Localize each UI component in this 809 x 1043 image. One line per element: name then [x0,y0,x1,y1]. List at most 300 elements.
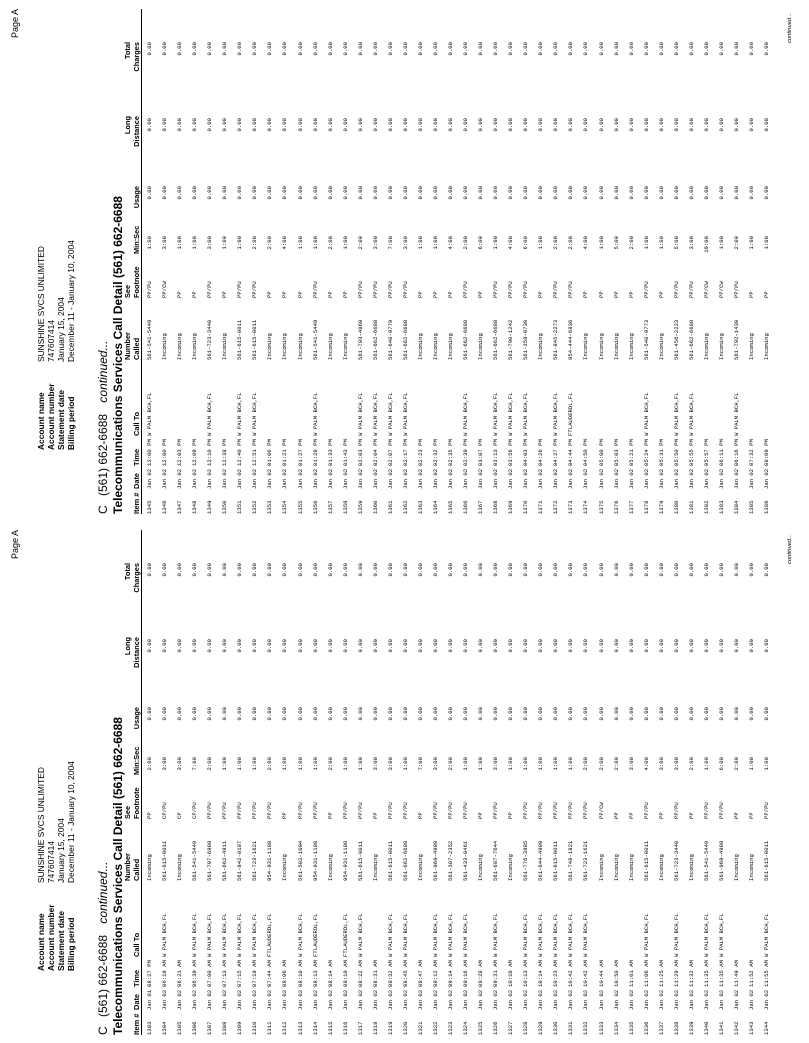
cell-time: 05:50 PM [672,439,680,466]
cell-see-footnote: PP/PU [447,802,454,819]
statement-page-left [0,522,809,1043]
cell-number-called: 561-433-0461 [462,840,470,881]
table-row [297,530,305,1035]
cell-total-charges: 0.00 [717,42,725,56]
cell-long-distance: 0.00 [296,639,304,653]
cell-long-distance: 0.00 [672,118,680,132]
cell-number-called: 561-615-0011 [251,319,259,360]
cell-item: 1350 [221,500,229,514]
cell-long-distance: 0.00 [537,118,545,132]
cell-long-distance: 0.00 [627,118,635,132]
table-row [372,9,380,514]
cell-number-called: Incoming [161,333,169,360]
cell-item: 1351 [236,500,244,514]
cell-min-sec: 1:00 [492,236,500,250]
cell-min-sec: 2:00 [206,757,214,771]
cell-date: Jan 02 [356,468,364,489]
cell-item: 1359 [356,500,364,514]
cell-date: Jan 02 [657,468,665,489]
cell-call-to: W PALM BCH,FL [251,392,259,436]
cell-see-footnote: PP/CW [717,281,725,298]
cell-item: 1376 [612,500,620,514]
table-row [643,530,651,1035]
cell-usage: 0.00 [326,186,334,200]
cell-call-to: W PALM BCH,FL [582,913,590,957]
col-item: Item # [132,492,141,514]
cell-time: 11:32 AM [687,960,695,987]
cell-time: 12:03 PM [176,439,184,466]
cell-call-to: W PALM BCH,FL [401,913,409,957]
cell-call-to: W PALM BCH,FL [161,913,169,957]
cell-min-sec: 2:00 [687,757,695,771]
cell-time: 12:40 PM [236,439,244,466]
cell-number-called: 561-707-6989 [206,840,214,881]
cell-min-sec: 1:00 [597,236,605,250]
cell-time: 12:51 PM [251,439,259,466]
cell-see-footnote: PP/PU [356,281,364,298]
cell-see-footnote: PP [221,291,229,298]
cell-number-called: 561-723-3440 [206,319,214,360]
cell-see-footnote: PP/CW [702,281,710,298]
cell-item: 1328 [522,1021,530,1035]
table-row [281,530,289,1035]
table-row [748,530,756,1035]
cell-see-footnote: PP/PU [507,281,515,298]
cell-time: 11:01 AM [627,960,635,987]
cell-usage: 0.00 [537,707,545,721]
cell-time: 05:55 PM [687,439,695,466]
cell-date: Jan 02 [326,989,334,1010]
cell-long-distance: 0.00 [567,639,575,653]
table-row [372,530,380,1035]
cell-call-to: W PALM BCH,FL [371,392,379,436]
cell-min-sec: 1:00 [763,236,771,250]
cell-total-charges: 0.00 [462,563,470,577]
cell-usage: 0.00 [522,186,530,200]
cell-see-footnote: PP/CW [597,802,605,819]
cell-usage: 0.00 [206,186,214,200]
cell-total-charges: 0.00 [296,563,304,577]
cell-date: Jan 02 [311,468,319,489]
cell-call-to: W PALM BCH,FL [221,913,229,957]
cell-long-distance: 0.00 [552,639,560,653]
cell-see-footnote: PP [296,291,304,298]
cell-min-sec: 1:00 [567,757,575,771]
cell-call-to: W PALM BCH,FL [311,392,319,436]
cell-total-charges: 0.00 [206,42,214,56]
cell-min-sec: 1:00 [251,757,259,771]
cell-usage: 0.00 [687,186,695,200]
cell-date: Jan 02 [597,468,605,489]
cell-time: 10:13 AM [522,960,530,987]
cell-item: 1372 [552,500,560,514]
cell-total-charges: 0.00 [702,563,710,577]
cell-usage: 0.00 [401,186,409,200]
cell-time: 06:11 PM [717,439,725,466]
cell-date: Jan 02 [582,468,590,489]
cell-number-called: Incoming [597,333,605,360]
cell-total-charges: 0.00 [672,563,680,577]
cell-long-distance: 0.00 [627,639,635,653]
cell-call-to: W PALM BCH,FL [386,392,394,436]
cell-time: 02:07 PM [386,439,394,466]
cell-number-called: 561-615-0011 [386,840,394,881]
cell-number-called: 561-662-6688 [462,319,470,360]
col-see-footnote: See Footnote [123,787,141,819]
cell-usage: 0.00 [627,186,635,200]
cell-total-charges: 0.00 [687,563,695,577]
table-row [206,9,214,514]
cell-call-to: W PALM BCH,FL [492,913,500,957]
cell-min-sec: 1:00 [296,757,304,771]
cell-long-distance: 0.00 [567,118,575,132]
cell-item: 1313 [296,1021,304,1035]
cell-item: 1321 [416,1021,424,1035]
cell-date: Jan 02 [552,989,560,1010]
cell-usage: 0.00 [356,707,364,721]
cell-usage: 0.00 [702,707,710,721]
cell-time: 08:22 AM [356,960,364,987]
cell-item: 1303 [146,1021,153,1035]
cell-usage: 0.00 [221,186,229,200]
cell-usage: 0.00 [657,707,665,721]
cell-date: Jan 02 [462,468,470,489]
cell-usage: 0.00 [146,186,153,200]
cell-usage: 0.00 [732,707,740,721]
cell-min-sec: 3:00 [401,236,409,250]
cell-item: 1340 [702,1021,710,1035]
cell-item: 1330 [552,1021,560,1035]
cell-long-distance: 0.00 [191,639,199,653]
cell-number-called: 561-615-0011 [763,840,771,881]
cell-see-footnote: PP/PU [206,281,214,298]
table-row [146,530,154,1035]
cell-number-called: Incoming [477,854,485,881]
cell-see-footnote: PP [281,812,289,819]
cell-date: Jan 02 [477,989,485,1010]
cell-see-footnote: PP [416,291,424,298]
cell-number-called: 561-662-6688 [492,319,500,360]
cell-long-distance: 0.00 [763,639,771,653]
col-min-sec: Min:Sec [132,746,141,775]
cell-total-charges: 0.00 [356,42,364,56]
cell-long-distance: 0.00 [161,118,169,132]
table-row [522,530,530,1035]
cell-long-distance: 0.00 [221,118,229,132]
cell-time: 02:17 PM [401,439,409,466]
cell-long-distance: 0.00 [236,118,244,132]
cell-total-charges: 0.00 [748,42,755,56]
cell-item: 1316 [341,1021,349,1035]
cell-long-distance: 0.00 [597,118,605,132]
table-row [643,9,651,514]
cell-number-called: 561-615-0011 [356,840,364,881]
cell-item: 1358 [341,500,349,514]
table-row [432,9,440,514]
cell-date: Jan 02 [702,989,710,1010]
cell-see-footnote: PP/PU [522,802,530,819]
cell-number-called: Incoming [416,854,424,881]
cell-total-charges: 0.00 [447,42,454,56]
cell-usage: 0.00 [206,707,214,721]
cell-see-footnote: PP [627,812,635,819]
cell-total-charges: 0.00 [492,563,500,577]
cell-usage: 0.00 [612,707,620,721]
cell-call-to: W PALM BCH,FL [567,913,575,957]
cell-item: 1323 [447,1021,454,1035]
cell-total-charges: 0.00 [206,563,214,577]
cell-time: 11:49 AM [732,960,740,987]
cell-min-sec: 1:00 [341,236,349,250]
cell-min-sec: 1:00 [431,236,439,250]
cell-total-charges: 0.00 [266,563,274,577]
billing-period-label: Billing period [66,917,76,971]
cell-date: Jan 02 [206,468,214,489]
table-row [552,9,560,514]
cell-total-charges: 0.00 [341,42,349,56]
cell-total-charges: 0.00 [627,42,635,56]
cell-number-called: Incoming [477,333,485,360]
cell-usage: 0.00 [447,186,454,200]
cell-number-called: 561-615-0011 [642,840,650,881]
cell-min-sec: 1:00 [763,757,771,771]
cell-long-distance: 0.00 [732,118,740,132]
cell-time: 01:27 PM [296,439,304,466]
cell-usage: 0.00 [447,707,454,721]
cell-call-to: W PALM BCH,FL [507,392,515,436]
cell-number-called: Incoming [582,333,590,360]
cell-item: 1314 [311,1021,319,1035]
cell-date: Jan 02 [687,468,695,489]
cell-long-distance: 0.00 [447,639,454,653]
table-row [582,9,590,514]
cell-long-distance: 0.00 [612,118,620,132]
cell-total-charges: 0.00 [552,563,560,577]
cell-see-footnote: CP/PU [191,802,199,819]
cell-total-charges: 0.00 [356,563,364,577]
cell-total-charges: 0.00 [763,563,771,577]
cell-date: Jan 02 [717,989,725,1010]
cell-number-called: Incoming [191,333,199,360]
cell-min-sec: 2:00 [567,236,575,250]
cell-total-charges: 0.00 [597,42,605,56]
cell-item: 1310 [251,1021,259,1035]
cell-see-footnote: PP/PU [552,281,560,298]
cell-see-footnote: PP/PU [687,281,695,298]
cell-call-to: W PALM BCH,FL [537,913,545,957]
cell-long-distance: 0.00 [176,118,184,132]
cell-number-called: 561-307-2352 [447,840,454,881]
cell-total-charges: 0.00 [702,42,710,56]
cell-time: 05:00 PM [597,439,605,466]
cell-time: 10:50 AM [612,960,620,987]
cell-usage: 0.00 [416,707,424,721]
cell-date: Jan 02 [642,468,650,489]
cell-long-distance: 0.00 [717,118,725,132]
cell-number-called: Incoming [657,854,665,881]
cell-item: 1381 [687,500,695,514]
cell-date: Jan 02 [627,989,635,1010]
cell-date: Jan 02 [191,989,199,1010]
cell-long-distance: 0.00 [748,639,755,653]
cell-time: 07:32 PM [748,439,755,466]
cell-long-distance: 0.00 [702,118,710,132]
statement-date-label: Statement date [56,389,66,450]
cell-usage: 0.00 [642,707,650,721]
cell-total-charges: 0.00 [191,42,199,56]
cell-number-called: 561-541-5449 [311,319,319,360]
cell-min-sec: 3:00 [672,757,680,771]
cell-item: 1307 [206,1021,214,1035]
cell-item: 1383 [717,500,725,514]
cell-number-called: Incoming [281,333,289,360]
cell-see-footnote: PP [326,291,334,298]
cell-see-footnote: PP [326,812,334,819]
cell-see-footnote: PP/PU [371,281,379,298]
table-row [327,9,335,514]
cell-time: 12:00 PM [161,439,169,466]
table-row [191,9,199,514]
table-row [688,9,696,514]
cell-total-charges: 0.00 [537,563,545,577]
cell-item: 1311 [266,1021,274,1035]
cell-usage: 0.00 [161,707,169,721]
cell-usage: 0.00 [311,186,319,200]
cell-time: 08:45 AM [401,960,409,987]
cell-see-footnote: PP/PU [492,802,500,819]
cell-date: Jan 02 [311,989,319,1010]
cell-usage: 0.00 [296,186,304,200]
cell-long-distance: 0.00 [416,118,424,132]
cell-item: 1342 [732,1021,740,1035]
cell-time: 11:29 AM [672,960,680,987]
cell-usage: 0.00 [687,707,695,721]
table-row [598,530,606,1035]
cell-date: Jan 02 [447,989,454,1010]
cell-min-sec: 2:00 [251,236,259,250]
cell-min-sec: 2:00 [462,236,470,250]
cell-long-distance: 0.00 [311,639,319,653]
cell-usage: 0.00 [552,707,560,721]
cell-number-called: Incoming [146,854,153,881]
cell-item: 1353 [266,500,274,514]
billing-period-value: December 11 - January 10, 2004 [66,761,76,883]
cell-long-distance: 0.00 [537,639,545,653]
cell-see-footnote: PP [341,291,349,298]
cell-min-sec: 1:00 [537,236,545,250]
cell-see-footnote: PP/PU [236,281,244,298]
cell-total-charges: 0.00 [717,563,725,577]
cell-date: Jan 02 [732,468,740,489]
cell-min-sec: 1:00 [236,236,244,250]
cell-long-distance: 0.00 [582,118,590,132]
cell-number-called: 954-444-6836 [567,319,575,360]
cell-min-sec: 3:00 [206,236,214,250]
cell-total-charges: 0.00 [416,563,424,577]
cell-number-called: Incoming [537,333,545,360]
cell-item: 1326 [492,1021,500,1035]
cell-long-distance: 0.00 [206,639,214,653]
cell-number-called: Incoming [687,854,695,881]
cell-total-charges: 0.00 [251,42,259,56]
cell-time: 03:13 PM [492,439,500,466]
cell-usage: 0.00 [386,707,394,721]
cell-usage: 0.00 [477,186,485,200]
cell-long-distance: 0.00 [672,639,680,653]
cell-total-charges: 0.00 [161,563,169,577]
cell-date: Jan 02 [206,989,214,1010]
cell-min-sec: 4:00 [281,236,289,250]
cell-long-distance: 0.00 [191,118,199,132]
table-row [703,9,711,514]
table-row [447,9,455,514]
col-date: Date [132,472,141,489]
cell-usage: 0.00 [371,186,379,200]
cell-long-distance: 0.00 [161,639,169,653]
table-row [357,530,365,1035]
cell-date: Jan 02 [161,468,169,489]
cell-number-called: Incoming [702,333,710,360]
cell-long-distance: 0.00 [657,639,665,653]
cell-date: Jan 02 [341,989,349,1010]
cell-min-sec: 2:00 [612,757,620,771]
cell-time: 10:44 AM [597,960,605,987]
cell-usage: 0.00 [642,186,650,200]
cell-see-footnote: PP/PU [672,281,680,298]
cell-call-to: W PALM BCH,FL [732,392,740,436]
cell-min-sec: 2:00 [447,757,454,771]
cell-call-to: W PALM BCH,FL [462,913,470,957]
col-min-sec: Min:Sec [132,225,141,254]
cell-usage: 0.00 [251,186,259,200]
cell-date: Jan 02 [386,468,394,489]
cell-time: 02:03 PM [356,439,364,466]
cell-time: 11:06 AM [642,960,650,987]
cell-call-to: W PALM BCH,FL [386,913,394,957]
cell-see-footnote: PP/PU [552,802,560,819]
cell-item: 1344 [763,1021,771,1035]
table-row [658,9,666,514]
cell-date: Jan 02 [281,468,289,489]
cell-see-footnote: PP [146,812,153,819]
cell-time: 10:42 AM [567,960,575,987]
header-rule [141,9,142,514]
cell-total-charges: 0.00 [748,563,755,577]
cell-time: 08:06 AM [281,960,289,987]
cell-date: Jan 02 [431,989,439,1010]
cell-number-called: 561-845-2273 [552,319,560,360]
cell-total-charges: 0.00 [176,42,184,56]
cell-see-footnote: PP/PU [401,802,409,819]
cell-item: 1327 [507,1021,515,1035]
cell-total-charges: 0.00 [507,42,515,56]
cell-time: 09:28 AM [477,960,485,987]
cell-long-distance: 0.00 [401,118,409,132]
cell-call-to: W PALM BCH,FL [191,913,199,957]
cell-number-called: Incoming [717,333,725,360]
cell-see-footnote: PP/PU [311,802,319,819]
cell-see-footnote: PP [687,812,695,819]
cell-min-sec: 3:00 [431,757,439,771]
cell-usage: 0.00 [386,186,394,200]
cell-time: 09:16 AM [462,960,470,987]
table-row [477,9,485,514]
cell-time: 12:09 PM [191,439,199,466]
cell-date: Jan 01 [146,989,153,1010]
cell-date: Jan 02 [582,989,590,1010]
cell-long-distance: 0.00 [462,639,470,653]
table-row [342,9,350,514]
